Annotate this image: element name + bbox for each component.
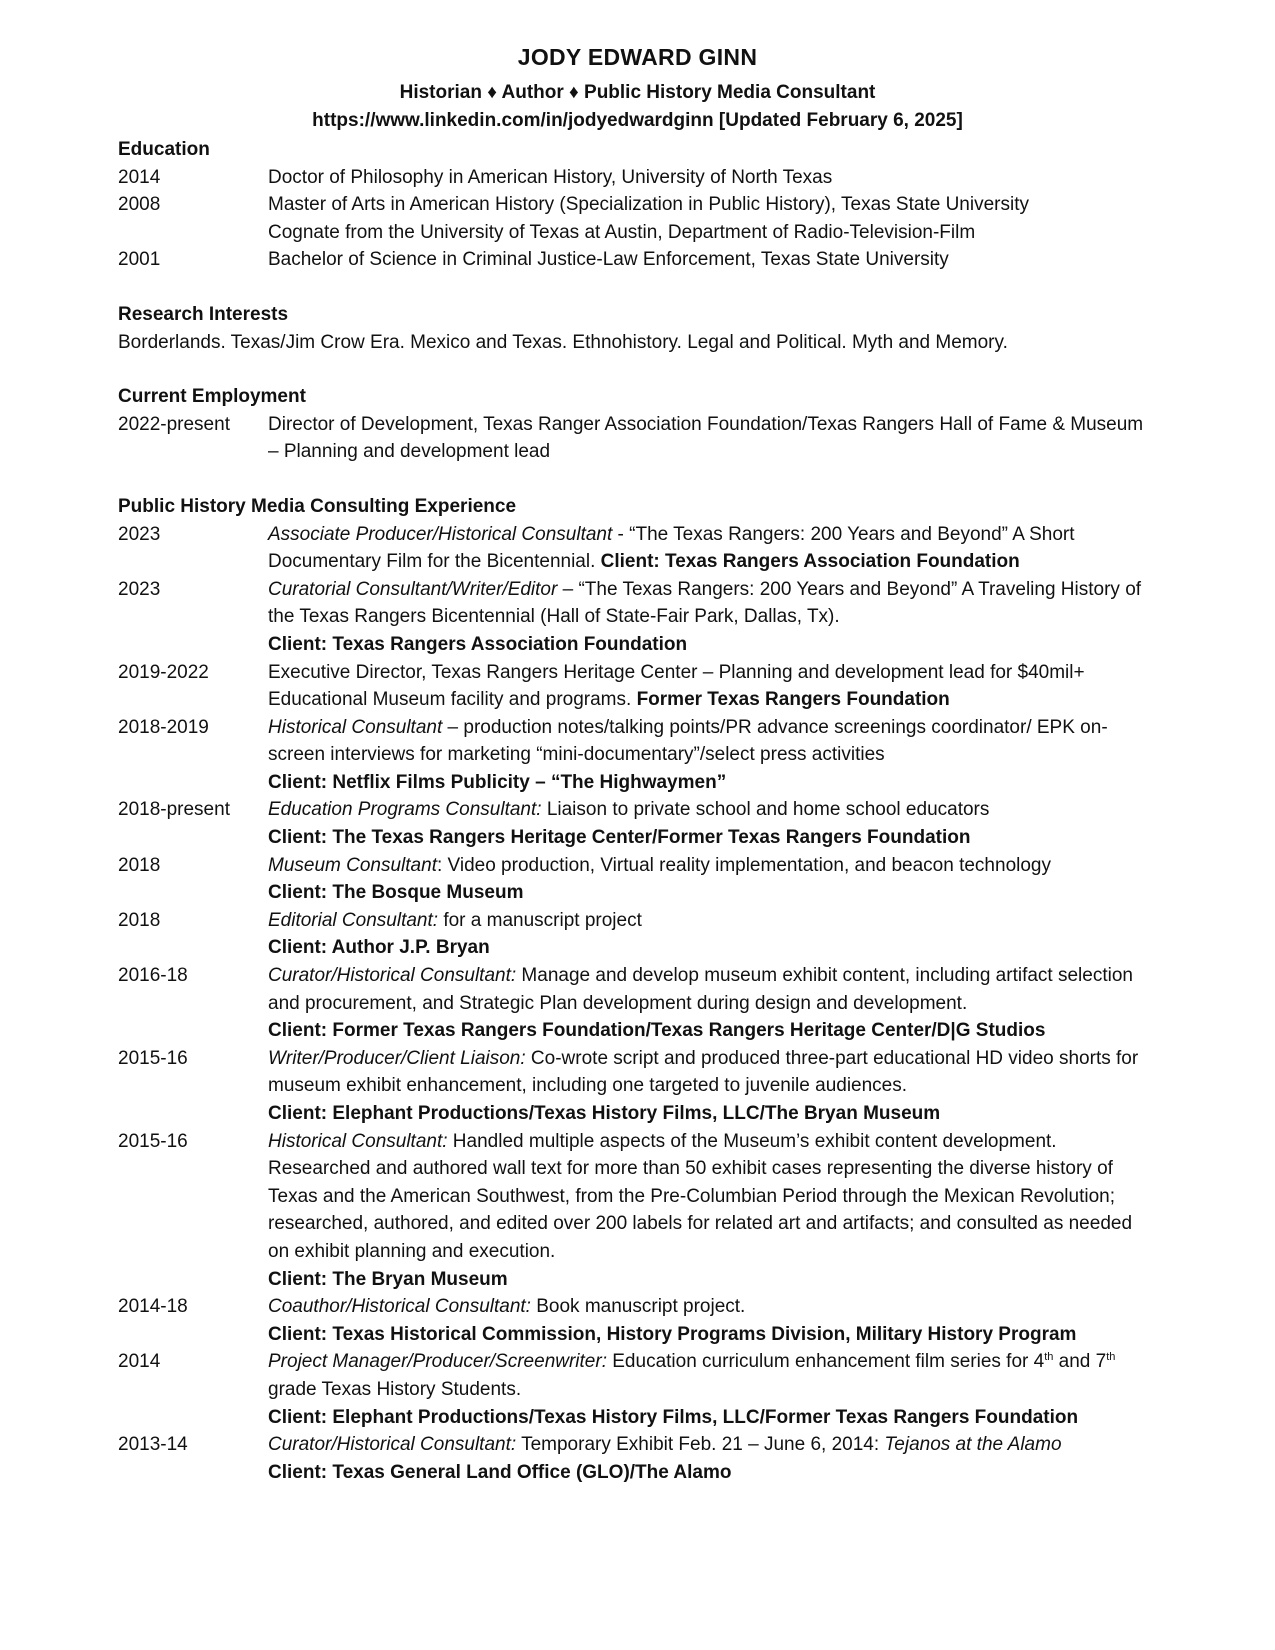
employment-year: 2022-present (118, 413, 230, 435)
consulting-text: - “The Texas Rangers: 200 Years and Beyond” A Short Documentary Film for the Bicentennial. (268, 523, 1075, 573)
consulting-item (118, 576, 1158, 659)
consulting-year: 2023 (118, 578, 161, 600)
consulting-role: Project Manager/Producer/Screenwriter: (268, 1351, 607, 1373)
consulting-desc (268, 1348, 1158, 1431)
employment-item (118, 411, 1158, 466)
consulting-year: 2016-18 (118, 965, 188, 987)
consulting-client: Client: Author J.P. Bryan (268, 937, 490, 959)
consulting-client: Client: The Texas Rangers Heritage Center/Former Texas Rangers Foundation (268, 827, 971, 849)
education-text: Master of Arts in American History (Specialization in Public History), Texas State University (268, 194, 1029, 216)
consulting-text: – “The Texas Rangers: 200 Years and Beyond” A Traveling History of the Texas Rangers Bicentennial (Hall of State-Fair Park, Dallas, Tx). (268, 578, 1142, 628)
consulting-text: Co-wrote script and produced three-part educational HD video shorts for museum exhibit enhancement, including one targeted to juvenile audiences. (268, 1047, 1139, 1097)
ordinal-suffix: th (1106, 1351, 1116, 1364)
consulting-text: Book manuscript project. (530, 1296, 746, 1318)
consulting-desc (268, 852, 1158, 907)
consulting-item (118, 852, 1158, 907)
consulting-role: Education Programs Consultant: (268, 799, 542, 821)
consulting-item (118, 714, 1158, 797)
consulting-client: Client: Texas Rangers Association Foundation (600, 551, 1020, 573)
consulting-text: Manage and develop museum exhibit content, including artifact selection and procurement, and Strategic Plan development during design and development. (268, 965, 1133, 1014)
consulting-year: 2023 (118, 523, 161, 545)
consulting-desc (268, 1128, 1158, 1294)
consulting-role: Curatorial Consultant/Writer/Editor (268, 578, 558, 600)
education-year: 2014 (118, 166, 161, 188)
consulting-role: Historical Consultant (268, 716, 443, 738)
consulting-item (118, 1293, 1158, 1348)
education-item (118, 246, 1158, 274)
consulting-text-cont: and 7 (1053, 1351, 1107, 1373)
consulting-text: – production notes/talking points/PR advance screenings coordinator/ EPK on-screen interviews for marketing “mini-documentary”/select press activities (268, 716, 1108, 766)
consulting-year: 2014 (118, 1351, 161, 1373)
consulting-desc (268, 1431, 1158, 1486)
consulting-year: 2015-16 (118, 1047, 188, 1069)
education-item (118, 164, 1158, 192)
education-text: Doctor of Philosophy in American History, University of North Texas (268, 166, 833, 188)
consulting-year: 2015-16 (118, 1130, 188, 1152)
consulting-client: Client: Texas General Land Office (GLO)/The Alamo (268, 1461, 732, 1483)
consulting-item (118, 659, 1158, 714)
consulting-desc (268, 1045, 1158, 1128)
consulting-role: Coauthor/Historical Consultant: (268, 1296, 531, 1318)
research-heading: Research Interests (118, 303, 289, 325)
education-item (118, 191, 1158, 246)
consulting-year: 2014-18 (118, 1296, 188, 1318)
consulting-desc (268, 714, 1158, 797)
consulting-client: Former Texas Rangers Foundation (636, 689, 950, 711)
consulting-client: Client: Former Texas Rangers Foundation/Texas Rangers Heritage Center/D|G Studios (268, 1020, 1046, 1042)
consulting-item (118, 521, 1158, 576)
consulting-desc (268, 576, 1158, 659)
consulting-item (118, 1045, 1158, 1128)
consulting-desc (268, 659, 1158, 714)
consulting-client: Client: Texas Rangers Association Foundation (268, 633, 688, 655)
education-year: 2001 (118, 249, 161, 271)
current-employment-heading: Current Employment (118, 386, 306, 408)
consulting-desc (268, 907, 1158, 962)
consulting-text: for a manuscript project (438, 909, 642, 931)
employment-text: Director of Development, Texas Ranger Association Foundation/Texas Rangers Hall of Fame & Museum – Planning and development lead (268, 413, 1144, 463)
consulting-desc (268, 962, 1158, 1045)
resume-content (118, 136, 1158, 1486)
consulting-desc (268, 796, 1158, 851)
consulting-year: 2018-2019 (118, 716, 209, 738)
consulting-year: 2018 (118, 909, 161, 931)
consulting-item (118, 796, 1158, 851)
linkedin-link[interactable]: https://www.linkedin.com/in/jodyedwardginn [Updated February 6, 2025] (312, 110, 963, 131)
exhibit-title: Tejanos at the Alamo (884, 1434, 1062, 1456)
consulting-client: Client: Texas Historical Commission, History Programs Division, Military History Program (268, 1323, 1077, 1345)
consulting-year: 2018 (118, 854, 161, 876)
consulting-text: Temporary Exhibit Feb. 21 – June 6, 2014: (516, 1434, 885, 1456)
consulting-client: Client: Elephant Productions/Texas History Films, LLC/Former Texas Rangers Foundation (268, 1406, 1079, 1428)
consulting-role: Museum Consultant (268, 854, 437, 876)
research-text: Borderlands. Texas/Jim Crow Era. Mexico and Texas. Ethnohistory. Legal and Political. Myth and Memory. (118, 331, 1008, 353)
consulting-role: Historical Consultant: (268, 1130, 448, 1152)
consulting-text: : Video production, Virtual reality implementation, and beacon technology (436, 854, 1051, 876)
consulting-item (118, 1128, 1158, 1294)
resume-name: JODY EDWARD GINN (517, 44, 758, 70)
consulting-role: Associate Producer/Historical Consultant (268, 523, 613, 545)
education-heading: Education (118, 139, 210, 160)
education-year: 2008 (118, 194, 161, 216)
consulting-text-end: grade Texas History Students. (268, 1378, 522, 1400)
consulting-role: Curator/Historical Consultant: (268, 965, 517, 987)
consulting-desc (268, 1293, 1158, 1348)
consulting-role: Writer/Producer/Client Liaison: (268, 1047, 526, 1069)
consulting-year: 2019-2022 (118, 661, 209, 683)
consulting-text: Education curriculum enhancement film series for 4 (606, 1351, 1045, 1373)
education-text: Bachelor of Science in Criminal Justice-Law Enforcement, Texas State University (268, 249, 949, 271)
consulting-client: Client: The Bryan Museum (268, 1268, 508, 1290)
consulting-text: Liaison to private school and home school educators (541, 799, 990, 821)
consulting-role: Curator/Historical Consultant: (268, 1434, 517, 1456)
consulting-item (118, 1431, 1158, 1486)
consulting-role: Editorial Consultant: (268, 909, 439, 931)
consulting-item (118, 907, 1158, 962)
consulting-item (118, 962, 1158, 1045)
resume-tagline: Historian ♦ Author ♦ Public History Media Consultant (399, 82, 876, 103)
consulting-year: 2018-present (118, 799, 230, 821)
consulting-heading: Public History Media Consulting Experience (118, 495, 517, 517)
consulting-text: Handled multiple aspects of the Museum’s exhibit content development. Researched and authored wall text for more than 50 exhibit cases representing the diverse history of Texas and the American Southwest, from the Pre-Columbian Period through the Mexican Revolution; researched, authored, and edited over 200 labels for related art and artifacts; and consulted as needed on exhibit planning and execution. (268, 1130, 1133, 1262)
consulting-client: Client: The Bosque Museum (268, 882, 524, 904)
consulting-text: Executive Director, Texas Rangers Heritage Center – Planning and development lead for $40mil+ Educational Museum facility and programs. (268, 661, 1085, 711)
consulting-client: Client: Netflix Films Publicity – “The Highwaymen” (268, 771, 727, 793)
ordinal-suffix: th (1044, 1351, 1054, 1364)
education-text-block (268, 191, 1158, 246)
consulting-desc (268, 521, 1158, 576)
consulting-client: Client: Elephant Productions/Texas History Films, LLC/The Bryan Museum (268, 1103, 941, 1124)
education-text-secondary: Cognate from the University of Texas at Austin, Department of Radio-Television-Film (268, 221, 976, 243)
consulting-year: 2013-14 (118, 1434, 188, 1456)
consulting-item (118, 1348, 1158, 1431)
